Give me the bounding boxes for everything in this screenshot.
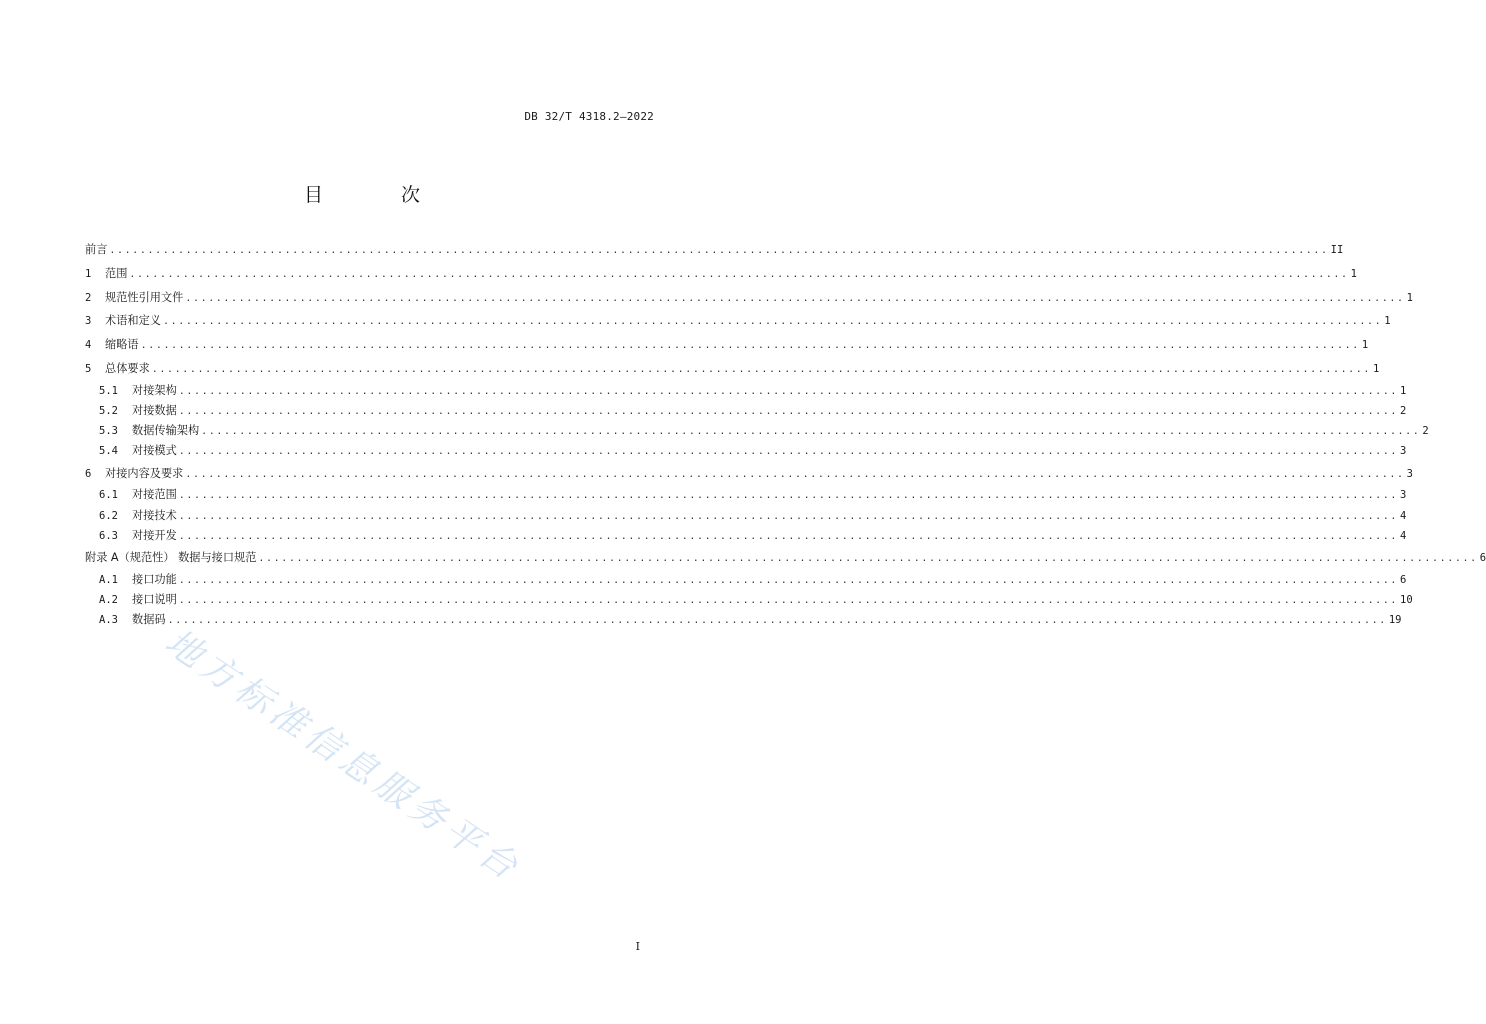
toc-entry-label: 术语和定义 — [105, 314, 161, 328]
toc-entry-page: 19 — [1388, 614, 1402, 627]
toc-entry[interactable] — [85, 526, 1407, 546]
toc-entry-label: 数据码 — [132, 613, 166, 627]
toc-entry-page: 6 — [1400, 573, 1407, 586]
toc-entry-label: 缩略语 — [105, 338, 139, 352]
toc-entry-number: 4 — [85, 339, 92, 352]
toc-entry-number: 6.1 — [99, 489, 118, 502]
toc-entry-label: 附录 A（规范性） 数据与接口规范 — [85, 550, 257, 564]
toc-entry-label: 前言 — [85, 243, 108, 256]
toc-dot-leader: ................................................................................................................................................................ — [178, 594, 1399, 606]
toc-entry[interactable] — [85, 401, 1407, 421]
toc-entry-page: 3 — [1400, 489, 1407, 502]
toc-dot-leader: ................................................................................................................................................................ — [129, 268, 1349, 280]
toc-entry[interactable] — [85, 546, 1486, 570]
toc-entry-page: 2 — [1422, 425, 1429, 438]
toc-entry[interactable] — [85, 333, 1369, 357]
toc-entry[interactable] — [85, 286, 1413, 310]
toc-entry-page: 1 — [1384, 315, 1391, 328]
toc-entry-number: 5.1 — [99, 384, 118, 397]
toc-entry-page: 1 — [1400, 384, 1407, 397]
toc-dot-leader: ................................................................................................................................................................ — [178, 405, 1399, 417]
toc-entry-page: II — [1330, 244, 1344, 256]
toc-dot-leader: ................................................................................................................................................................ — [151, 363, 1372, 375]
toc-entry[interactable] — [85, 506, 1407, 526]
toc-entry-page: 1 — [1350, 267, 1357, 280]
toc-entry-number: 6.2 — [99, 509, 118, 522]
toc-entry-page: 1 — [1361, 339, 1369, 352]
toc-entry-page: 10 — [1400, 593, 1413, 606]
toc-entry[interactable] — [85, 462, 1413, 486]
toc-entry-page: 3 — [1406, 467, 1413, 480]
toc-entry-label: 范围 — [105, 266, 128, 280]
toc-entry-number: 2 — [85, 291, 92, 304]
toc-entry-page: 6 — [1479, 551, 1486, 564]
toc-dot-leader: ................................................................................................................................................................ — [140, 340, 1360, 352]
toc-entry[interactable] — [85, 238, 1344, 262]
toc-entry[interactable] — [85, 262, 1357, 286]
toc-entry-number: 3 — [85, 315, 92, 328]
toc-dot-leader: ................................................................................................................................................................ — [258, 552, 1478, 564]
toc-entry-page: 1 — [1373, 362, 1380, 375]
toc-dot-leader: ................................................................................................................................................................ — [109, 245, 1329, 256]
toc-entry-label: 对接范围 — [132, 488, 177, 502]
toc-entry[interactable] — [85, 357, 1380, 381]
toc-entry-number: 1 — [85, 267, 92, 280]
toc-entry-page: 4 — [1400, 509, 1407, 522]
toc-entry-number: 6 — [85, 467, 92, 480]
toc-entry-page: 1 — [1406, 291, 1413, 304]
toc-entry-label: 接口功能 — [132, 572, 177, 586]
toc-dot-leader: ................................................................................................................................................................ — [185, 468, 1405, 480]
toc-entry-number: 5 — [85, 362, 92, 375]
toc-entry-label: 对接架构 — [132, 383, 177, 397]
toc-entry[interactable] — [85, 421, 1429, 441]
toc-entry[interactable] — [85, 570, 1407, 590]
document-code: DB 32/T 4318.2—2022 — [524, 110, 654, 123]
toc-dot-leader: ................................................................................................................................................................ — [185, 292, 1405, 304]
toc-entry-number: A.2 — [99, 593, 118, 606]
toc-entry[interactable] — [85, 309, 1391, 333]
toc-dot-leader: ................................................................................................................................................................ — [178, 530, 1399, 542]
toc-entry-number: A.1 — [99, 573, 118, 586]
toc-entry[interactable] — [85, 610, 1402, 630]
toc-entry[interactable] — [85, 485, 1407, 505]
toc-entry-label: 数据传输架构 — [132, 424, 200, 438]
toc-dot-leader: ................................................................................................................................................................ — [178, 385, 1399, 397]
toc-entry-number: 5.3 — [99, 425, 118, 438]
toc-entry-page: 4 — [1400, 529, 1407, 542]
toc-entry[interactable] — [85, 381, 1407, 401]
toc-dot-leader: ................................................................................................................................................................ — [167, 615, 1387, 627]
toc-dot-leader: ................................................................................................................................................................ — [178, 490, 1399, 502]
toc-entry-number: 6.3 — [99, 529, 118, 542]
toc-entry-label: 接口说明 — [132, 592, 177, 606]
toc-entry-number: 5.2 — [99, 404, 118, 417]
toc-entry-page: 3 — [1400, 445, 1407, 458]
toc-entry-number: A.3 — [99, 614, 118, 627]
table-of-contents — [85, 238, 1486, 630]
toc-entry-label: 对接数据 — [132, 403, 177, 417]
toc-entry-number: 5.4 — [99, 445, 118, 458]
watermark: 地方标准信息服务平台 — [157, 621, 529, 891]
page-title: 目 次 — [303, 184, 457, 206]
toc-entry-label: 总体要求 — [105, 361, 150, 375]
toc-dot-leader: ................................................................................................................................................................ — [178, 446, 1399, 458]
toc-entry-page: 2 — [1400, 404, 1407, 417]
toc-entry-label: 对接技术 — [132, 508, 177, 522]
toc-entry-label: 规范性引用文件 — [105, 290, 184, 304]
toc-dot-leader: ................................................................................................................................................................ — [178, 510, 1399, 522]
toc-entry-label: 对接开发 — [132, 528, 177, 542]
toc-entry-label: 对接模式 — [132, 444, 177, 458]
toc-entry[interactable] — [85, 441, 1407, 461]
toc-dot-leader: ................................................................................................................................................................ — [178, 574, 1399, 586]
toc-entry[interactable] — [85, 590, 1413, 610]
toc-entry-label: 对接内容及要求 — [105, 466, 184, 480]
toc-dot-leader: ................................................................................................................................................................ — [162, 316, 1383, 328]
page-number: I — [635, 940, 640, 953]
toc-dot-leader: ................................................................................................................................................................ — [201, 426, 1421, 438]
